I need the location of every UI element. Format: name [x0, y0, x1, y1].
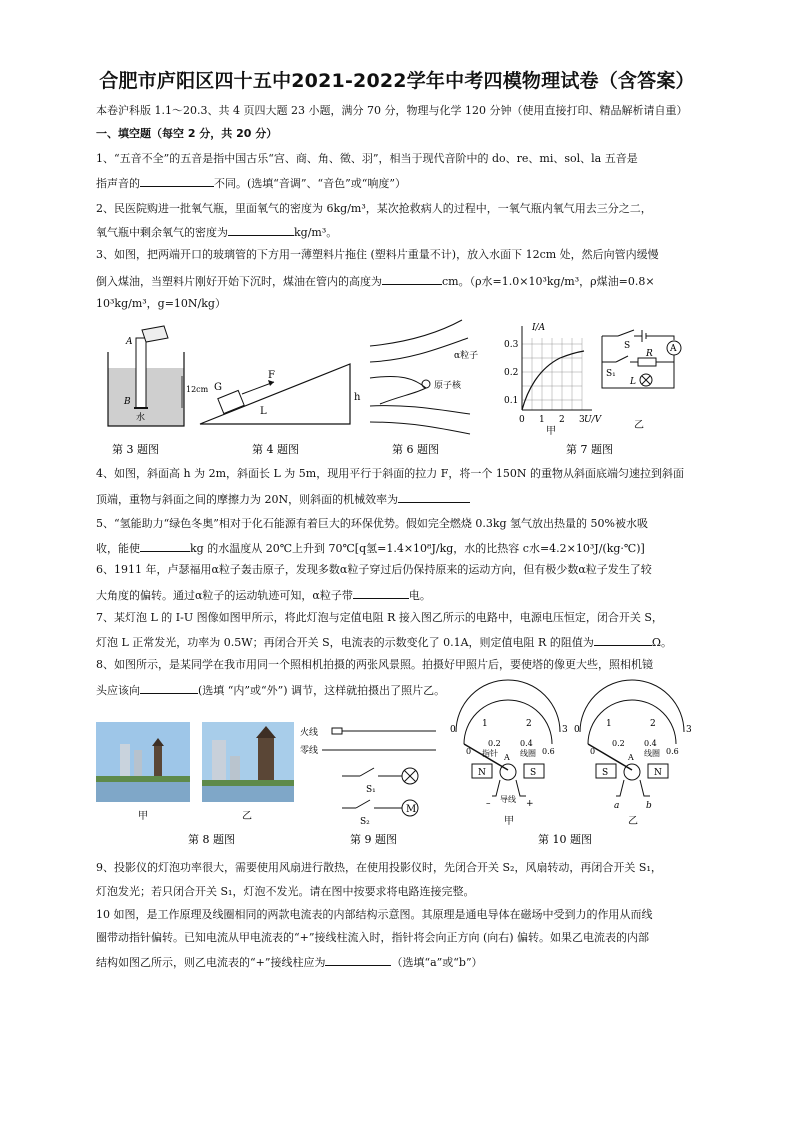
q2-text-a: 氧气瓶中剩余氧气的密度为 — [96, 226, 228, 239]
fig3-label-b: B — [124, 397, 131, 407]
fig10-jia-tick: 0.2 — [488, 739, 501, 748]
fig8-pagoda — [154, 746, 162, 778]
fig10-jia-tick: 0 — [466, 747, 472, 756]
fig6-track-4 — [370, 406, 470, 414]
fig9-circuit — [322, 728, 436, 816]
fig8-trees — [202, 780, 294, 786]
fig10-yi-tick: 0.6 — [666, 747, 679, 756]
fig8-label-jia: 甲 — [138, 811, 148, 822]
fig4-block — [218, 390, 244, 413]
q3-line3: 10³kg/m³，g=10N/kg） — [96, 297, 226, 310]
q7-text-a: 灯泡 L 正常发光，功率为 0.5W；再闭合开关 S，电流表的示数变化了 0.1A，则定值电阻 R 的阻值为 — [96, 636, 594, 649]
fig3-caption: 第 3 题图 — [112, 443, 159, 456]
fig10-wire — [616, 780, 624, 796]
fig3-label-a: A — [126, 337, 133, 347]
q7-line1: 7、某灯泡 L 的 I-U 图像如图甲所示，将此灯泡与定值电阻 R 接入图乙所示的电路中，电源电压恒定，闭合开关 S， — [96, 611, 663, 624]
fig8-building — [230, 756, 240, 784]
fig7-label-a: A — [670, 344, 677, 354]
fig6-track-1 — [370, 320, 462, 346]
fig7-ytick: 0.2 — [504, 368, 519, 378]
page-title: 合肥市庐阳区四十五中2021-2022学年中考四模物理试卷（含答案） — [99, 70, 695, 92]
q10-text-b: （选填“a”或“b”） — [391, 956, 483, 969]
fig10-jia-tick: 1 — [482, 719, 488, 729]
fig6-diagram — [370, 320, 470, 434]
fig10-label-yi: 乙 — [628, 816, 638, 827]
q8-text-b: (选填 “内”或“外”) 调节，这样就拍摄出了照片乙。 — [198, 684, 446, 697]
fig10-yi-end3: 3 — [686, 725, 692, 735]
fig10-label-a: A — [628, 753, 634, 762]
q2-answer-blank[interactable] — [228, 224, 294, 236]
fig9-fuse — [332, 728, 342, 734]
fig10-label-a-terminal: a — [614, 801, 620, 811]
q2-text-b: kg/m³。 — [294, 226, 338, 239]
q7-answer-blank[interactable] — [594, 634, 652, 646]
fig4-label-g: G — [214, 382, 222, 393]
fig8-water — [202, 784, 294, 802]
q8-answer-blank[interactable] — [140, 682, 198, 694]
q8-line2 — [96, 682, 700, 698]
fig7-caption: 第 7 题图 — [566, 443, 613, 456]
fig8-photo-yi — [202, 722, 294, 802]
fig7-circuit — [602, 330, 681, 388]
fig10-label-jia: 甲 — [504, 816, 514, 827]
q8-line1: 8、如图所示，是某同学在我市用同一个照相机拍摄的两张风景照。拍摄好甲照片后，要使塔的像更大些，照相机镜 — [96, 658, 653, 671]
fig10-coil — [500, 764, 516, 780]
q4-text: 顶端，重物与斜面之间的摩擦力为 20N，则斜面的机械效率为 — [96, 493, 399, 506]
fig10-wire — [492, 780, 500, 796]
q5-line1: 5、“氢能助力“绿色冬奥”相对于化石能源有着巨大的环保优势。假如完全燃烧 0.3kg 氢气放出热量的 50%被水吸 — [96, 517, 649, 530]
fig10-yi-tick: 2 — [650, 719, 656, 729]
fig10-caption: 第 10 题图 — [538, 833, 592, 846]
fig7-xtick: 3 — [579, 415, 585, 425]
q2-line1: 2、民医院购进一批氧气瓶，里面氧气的密度为 6kg/m³，某次抢救病人的过程中，一氧气瓶内氧气用去三分之二， — [96, 202, 652, 215]
q3-line2 — [96, 273, 700, 289]
fig8-trees — [96, 776, 190, 782]
fig10-wire — [640, 780, 650, 796]
q4-line2 — [96, 491, 700, 507]
fig4-label-f: F — [268, 370, 275, 381]
q5-text-a: 收，能使 — [96, 542, 140, 555]
q10-line2: 圈带动指针偏转。已知电流从甲电流表的“+”接线柱流入时，指针将会向正方向 (向右) 偏转。如果乙电流表的内部 — [96, 931, 650, 944]
q3-text-a: 倒入煤油，当塑料片刚好开始下沉时，煤油在管内的高度为 — [96, 275, 382, 288]
q2-line2 — [96, 224, 700, 240]
fig8-caption: 第 8 题图 — [188, 833, 235, 846]
fig6-caption: 第 6 题图 — [392, 443, 439, 456]
fig6-label-alpha: α粒子 — [454, 351, 479, 361]
fig10-yi-end0: 0 — [574, 725, 580, 735]
fig7-label-l: L — [630, 377, 636, 387]
fig10-jia-tick: 0.4 — [520, 739, 533, 748]
fig10-jia-end0: 0 — [450, 725, 456, 735]
fig7-xtick: 1 — [539, 415, 545, 425]
fig4-incline — [200, 364, 350, 424]
fig9-label-zero: 零线 — [300, 746, 319, 756]
fig9-label-m: M — [406, 804, 417, 815]
section-heading: 一、填空题（每空 2 分，共 20 分） — [96, 127, 278, 140]
fig10-label-minus: – — [486, 799, 491, 809]
fig10-wire — [516, 780, 526, 796]
fig10-jia-tick: 0.6 — [542, 747, 555, 756]
fig10-yi-tick: 0.2 — [612, 739, 625, 748]
fig6-nucleus — [422, 380, 430, 388]
fig7-ylabel: I/A — [532, 323, 546, 333]
fig3-label-water: 水 — [136, 413, 146, 423]
q10-line1: 10 如图，是工作原理及线圈相同的两款电流表的内部结构示意图。其原理是通电导体在磁场中受到力的作用从而线 — [96, 908, 653, 921]
q3-answer-blank[interactable] — [382, 273, 442, 285]
fig10-jia-tick: 2 — [526, 719, 532, 729]
fig7-resistor — [638, 358, 656, 366]
fig4-force-arrow — [242, 382, 274, 394]
fig10-label-s: S — [530, 768, 537, 778]
fig4-caption: 第 4 题图 — [252, 443, 299, 456]
q1-line1: 1、“五音不全”的五音是指中国古乐“宫、商、角、徵、羽”，相当于现代音阶中的 do、re、mi、sol、la 五音是 — [96, 152, 638, 165]
fig6-track-5 — [370, 422, 470, 434]
fig10-jia-end3: 3 — [562, 725, 568, 735]
q5-answer-blank[interactable] — [140, 540, 190, 552]
fig8-building — [212, 740, 226, 784]
fig7-label-r: R — [646, 349, 653, 359]
q3-line1: 3、如图，把两端开口的玻璃管的下方用一薄塑料片拖住 (塑料片重量不计)，放入水面下 12cm 处，然后向管内缓慢 — [96, 248, 659, 261]
fig7-xlabel: U/V — [584, 415, 602, 425]
fig7-label-s: S — [624, 341, 631, 351]
fig10-scale-arc — [588, 700, 676, 744]
fig7-iu-curve — [522, 351, 584, 410]
fig10-label-n: N — [478, 768, 486, 778]
fig10-yi-tick: 0.4 — [644, 739, 657, 748]
q6-answer-blank[interactable] — [353, 587, 409, 599]
q7-line2 — [96, 634, 700, 650]
q9-line2: 灯泡发光；若只闭合开关 S₁，灯泡不发光。请在图中按要求将电路连接完整。 — [96, 885, 475, 898]
fig9-switch-s1 — [360, 768, 374, 776]
q10-line3 — [96, 954, 700, 970]
q5-text-b: kg 的水温度从 20℃上升到 70℃[q氢=1.4×10⁸J/kg，水的比热容 c水=4.2×10³J/(kg·℃)] — [190, 542, 645, 555]
q1-line2 — [96, 175, 700, 191]
fig6-label-nucleus: 原子核 — [434, 381, 462, 391]
fig9-label-fire: 火线 — [300, 728, 319, 738]
intro-line: 本卷沪科版 1.1～20.3、共 4 页四大题 23 小题，满分 70 分，物理与化学 120 分钟（使用直接打印、精品解析请自重） — [96, 104, 688, 117]
fig7-ytick: 0.3 — [504, 340, 519, 350]
fig9-caption: 第 9 题图 — [350, 833, 397, 846]
fig7-xtick: 0 — [519, 415, 525, 425]
figure-row-1 — [90, 318, 710, 456]
fig7-label-yi: 乙 — [634, 420, 644, 431]
q6-text-b: 电。 — [408, 589, 431, 602]
q3-text-b: cm。（ρ水=1.0×10³kg/m³，ρ煤油=0.8× — [442, 275, 655, 288]
fig7-graph — [504, 323, 603, 437]
fig7-switch-s1 — [616, 356, 628, 362]
fig10-yi-tick: 0 — [590, 747, 596, 756]
fig10-yi-tick: 1 — [606, 719, 612, 729]
fig10-scale-arc — [464, 700, 552, 744]
q10-answer-blank[interactable] — [325, 954, 391, 966]
fig3-label-h: 12cm — [186, 385, 209, 394]
figure-row-2 — [90, 716, 710, 856]
fig3-beaker — [142, 326, 168, 342]
fig7-wire — [646, 336, 674, 340]
q6-line2 — [96, 587, 700, 603]
fig9-label-s1: S₁ — [366, 785, 376, 795]
fig10-label-b-terminal: b — [646, 801, 652, 811]
fig8-building — [134, 750, 142, 780]
fig10-label-wire: 导线 — [500, 795, 516, 804]
fig6-track-3 — [370, 376, 426, 404]
fig9-switch-s2 — [356, 800, 370, 808]
fig8-label-yi: 乙 — [242, 811, 252, 822]
q4-answer-blank[interactable] — [398, 491, 470, 503]
fig7-ytick: 0.1 — [504, 396, 519, 406]
fig7-label-s1: S₁ — [606, 369, 616, 379]
fig4-label-h: h — [354, 392, 361, 403]
q8-text-a: 头应该向 — [96, 684, 140, 697]
fig10-label-a: A — [504, 753, 510, 762]
q1-text-a: 指声音的 — [96, 177, 140, 190]
q9-line1: 9、投影仪的灯泡功率很大，需要使用风扇进行散热，在使用投影仪时，先闭合开关 S₂，风扇转动，再闭合开关 S₁， — [96, 861, 662, 874]
q4-line1: 4、如图，斜面高 h 为 2m，斜面长 L 为 5m，现用平行于斜面的拉力 F，将一个 150N 的重物从斜面底端匀速拉到斜面 — [96, 467, 684, 480]
q7-text-b: Ω。 — [651, 636, 672, 649]
fig3-tube — [136, 338, 146, 408]
q1-answer-blank[interactable] — [140, 175, 214, 187]
fig10-label-n: N — [654, 768, 662, 778]
fig7-switch-s — [618, 330, 634, 336]
fig4-label-l: L — [260, 406, 267, 417]
fig4-diagram — [200, 364, 361, 424]
fig10-coil — [624, 764, 640, 780]
fig8-photo-jia — [96, 722, 190, 802]
fig3-diagram — [108, 326, 209, 426]
fig7-xtick: 2 — [559, 415, 565, 425]
fig9-label-s2: S₂ — [360, 817, 370, 827]
q6-text-a: 大角度的偏转。通过α粒子的运动轨迹可知，α粒子带 — [96, 589, 353, 602]
q10-text-a: 结构如图乙所示，则乙电流表的“+”接线柱应为 — [96, 956, 326, 969]
fig10-label-coil: 线圈 — [520, 749, 536, 758]
fig7-label-jia: 甲 — [546, 426, 556, 437]
fig10-label-coil: 线圈 — [644, 749, 660, 758]
fig7-grid — [522, 338, 582, 410]
q5-line2 — [96, 540, 700, 556]
fig8-pagoda — [258, 738, 274, 786]
fig8-building — [120, 744, 130, 780]
fig10-label-pointer: 指针 — [482, 749, 498, 758]
q6-line1: 6、1911 年，卢瑟福用α粒子轰击原子，发现多数α粒子穿过后仍保持原来的运动方向，但有极少数α粒子发生了较 — [96, 563, 652, 576]
fig10-label-s: S — [602, 768, 609, 778]
fig10-label-plus: + — [526, 799, 534, 809]
q1-text-b: 不同。(选填“音调”、“音色”或“响度”） — [214, 177, 407, 190]
